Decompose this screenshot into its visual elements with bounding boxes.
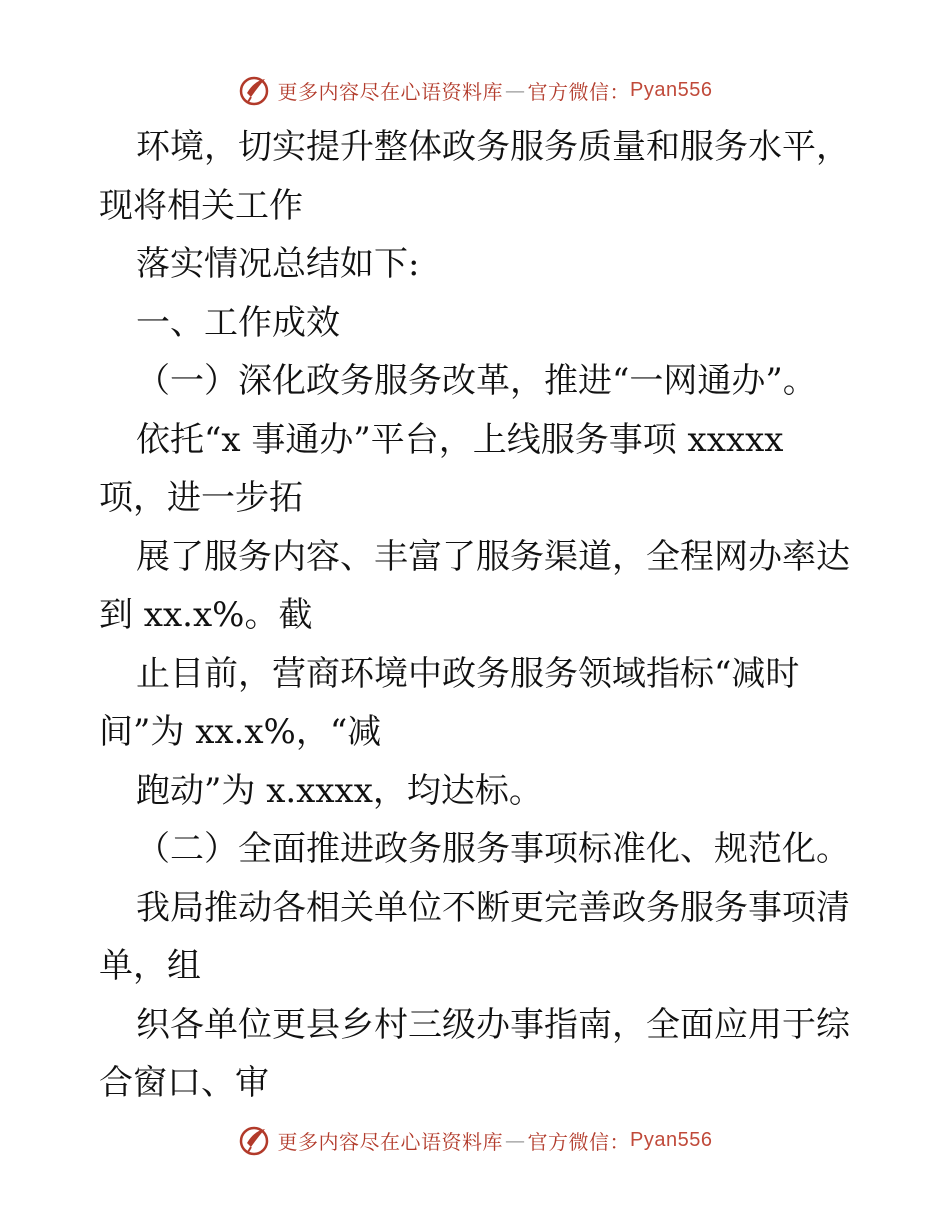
text-line: 环境，切实提升整体政务服务质量和服务水平， bbox=[136, 127, 850, 167]
text-line: 间”为 xx.x%，“减 bbox=[99, 712, 382, 752]
text-line: 我局推动各相关单位不断更完善政务服务事项清 bbox=[136, 887, 850, 928]
text-line: 跑动”为 x.xxxx，均达标。 bbox=[136, 770, 543, 811]
text-line: 织各单位更县乡村三级办事指南，全面应用于综 bbox=[136, 1004, 850, 1045]
text-line: 项，进一步拓 bbox=[99, 478, 303, 518]
text-line: 现将相关工作 bbox=[99, 185, 303, 226]
watermark-text: 更多内容尽在心语资料库 bbox=[277, 1129, 504, 1154]
text-line: 展了服务内容、丰富了服务渠道，全程网办率达 bbox=[136, 536, 850, 577]
watermark-account: Pyan556 bbox=[630, 1128, 713, 1151]
text-line: 单，组 bbox=[99, 946, 201, 986]
watermark-wechat-label: 官方微信： bbox=[527, 1129, 631, 1154]
text-line: 落实情况总结如下: bbox=[136, 244, 420, 284]
watermark-account: Pyan556 bbox=[630, 78, 713, 101]
watermark-banner-top bbox=[0, 70, 950, 110]
subsection-heading: （一）深化政务服务改革，推进“一网通办”。 bbox=[136, 361, 817, 401]
text-line: 合窗口、审 bbox=[99, 1063, 269, 1103]
text-line: 到 xx.x%。截 bbox=[99, 595, 313, 635]
text-line: 依托“x 事通办”平台，上线服务事项 xxxxx bbox=[136, 419, 784, 460]
brand-logo-icon bbox=[238, 1123, 272, 1157]
document-body bbox=[99, 118, 859, 1113]
section-heading: 一、工作成效 bbox=[136, 302, 340, 343]
watermark-text: 更多内容尽在心语资料库 bbox=[277, 79, 504, 104]
watermark-separator: — bbox=[505, 78, 526, 102]
subsection-heading: （二）全面推进政务服务事项标准化、规范化。 bbox=[136, 829, 850, 869]
text-line: 止目前，营商环境中政务服务领域指标“减时 bbox=[136, 653, 800, 694]
watermark-separator: — bbox=[505, 1128, 526, 1152]
brand-logo-icon bbox=[238, 73, 272, 107]
watermark-banner-bottom bbox=[0, 1120, 950, 1160]
watermark-wechat-label: 官方微信： bbox=[527, 79, 631, 104]
